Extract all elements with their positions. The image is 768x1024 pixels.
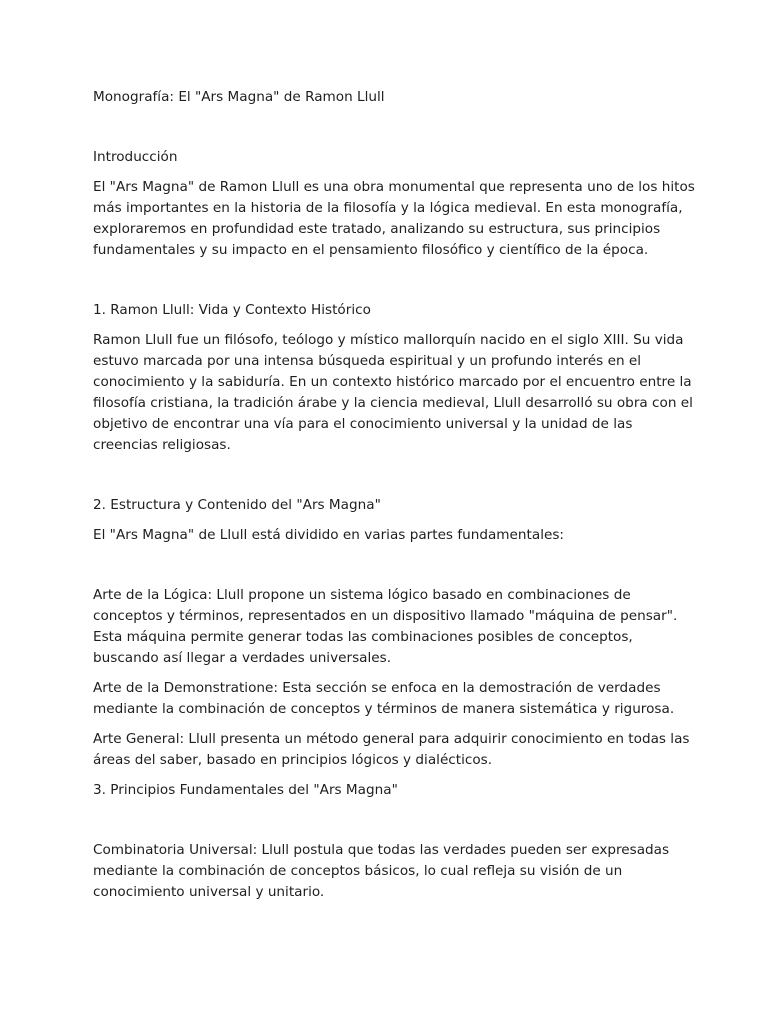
- section1-paragraph-line: estuvo marcada por una intensa búsqueda espiritual y un profundo interés en el: [93, 353, 642, 369]
- intro-heading: Introducción: [93, 149, 178, 165]
- section1-paragraph-line: creencias religiosas.: [93, 437, 231, 453]
- section1-paragraph-line: objetivo de encontrar una vía para el conocimiento universal y la unidad de las: [93, 416, 633, 432]
- intro-paragraph-line: más importantes en la historia de la filosofía y la lógica medieval. En esta monografía,: [93, 200, 683, 216]
- demostratione-paragraph-line: Arte de la Demonstratione: Esta sección se enfoca en la demostración de verdades: [93, 680, 661, 696]
- general-paragraph-line: áreas del saber, basado en principios lógicos y dialécticos.: [93, 752, 493, 768]
- demostratione-paragraph-line: mediante la combinación de conceptos y términos de manera sistemática y rigurosa.: [93, 701, 675, 717]
- section1-paragraph-line: Ramon Llull fue un filósofo, teólogo y místico mallorquín nacido en el siglo XIII. Su vida: [93, 332, 684, 348]
- section1-paragraph-line: conocimiento y la sabiduría. En un contexto histórico marcado por el encuentro entre la: [93, 374, 692, 390]
- general-paragraph-line: Arte General: Llull presenta un método general para adquirir conocimiento en todas las: [93, 731, 690, 747]
- section3-heading: 3. Principios Fundamentales del "Ars Magna": [93, 782, 398, 798]
- document-title: Monografía: El "Ars Magna" de Ramon Llull: [93, 89, 385, 105]
- section2-heading: 2. Estructura y Contenido del "Ars Magna": [93, 497, 381, 513]
- combinatoria-paragraph-line: conocimiento universal y unitario.: [93, 884, 325, 900]
- logica-paragraph-line: Arte de la Lógica: Llull propone un sistema lógico basado en combinaciones de: [93, 587, 631, 603]
- section2-intro: El "Ars Magna" de Llull está dividido en varias partes fundamentales:: [93, 527, 564, 543]
- logica-paragraph-line: Esta máquina permite generar todas las combinaciones posibles de conceptos,: [93, 629, 633, 645]
- combinatoria-paragraph-line: mediante la combinación de conceptos básicos, lo cual refleja su visión de un: [93, 863, 623, 879]
- combinatoria-paragraph-line: Combinatoria Universal: Llull postula que todas las verdades pueden ser expresadas: [93, 842, 670, 858]
- section1-paragraph-line: filosofía cristiana, la tradición árabe y la ciencia medieval, Llull desarrolló su obra con el: [93, 395, 693, 411]
- intro-paragraph-line: exploraremos en profundidad este tratado, analizando su estructura, sus principios: [93, 221, 661, 237]
- logica-paragraph-line: conceptos y términos, representados en un dispositivo llamado "máquina de pensar".: [93, 608, 678, 624]
- intro-paragraph-line: El "Ars Magna" de Ramon Llull es una obra monumental que representa uno de los hitos: [93, 179, 695, 195]
- logica-paragraph-line: buscando así llegar a verdades universales.: [93, 650, 392, 666]
- intro-paragraph-line: fundamentales y su impacto en el pensamiento filosófico y científico de la época.: [93, 242, 649, 258]
- section1-heading: 1. Ramon Llull: Vida y Contexto Histórico: [93, 302, 371, 318]
